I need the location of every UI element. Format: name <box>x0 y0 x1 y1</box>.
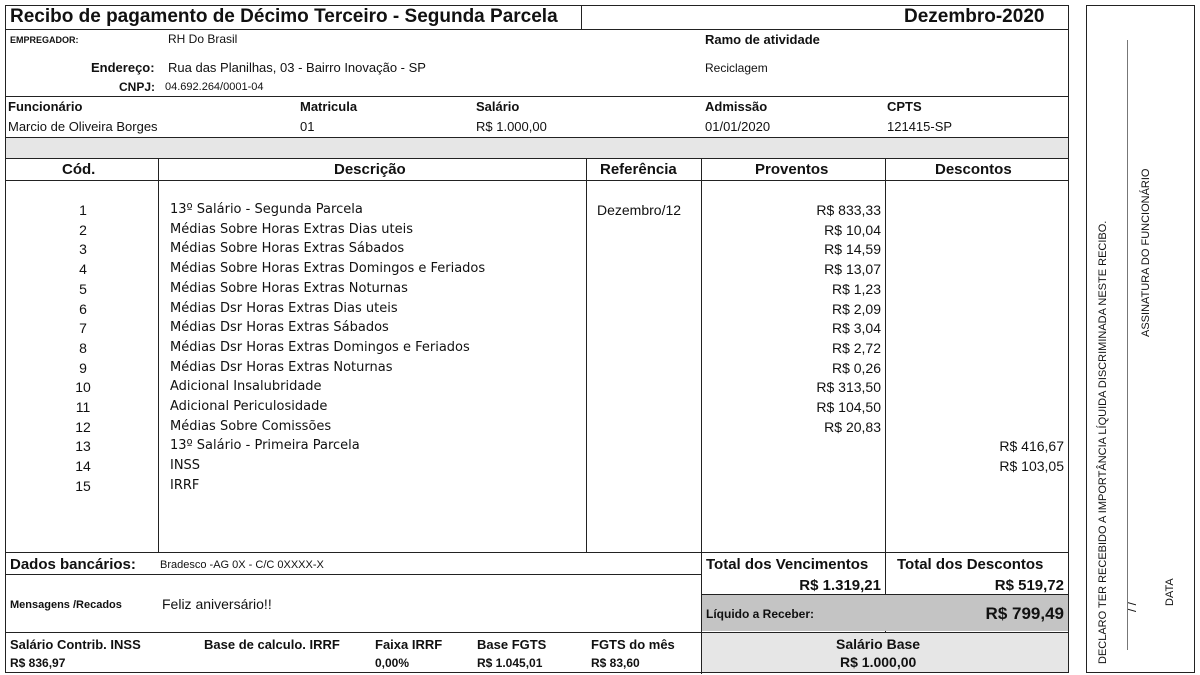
row-earning: R$ 313,50 <box>816 379 881 395</box>
row-code: 12 <box>75 419 91 435</box>
total-deductions-label: Total dos Descontos <box>897 556 1044 573</box>
header-deductions: Descontos <box>935 161 1012 178</box>
row-earning: R$ 3,04 <box>831 320 881 336</box>
registration-label: Matricula <box>300 99 358 114</box>
row-code: 1 <box>79 202 87 218</box>
irrf-base-label: Base de calculo. IRRF <box>204 637 340 652</box>
fgts-month-label: FGTS do mês <box>591 637 675 652</box>
base-salary-value: R$ 1.000,00 <box>840 654 917 670</box>
header-code: Cód. <box>62 161 96 178</box>
row-earning: R$ 0,26 <box>831 360 881 376</box>
total-earnings-label: Total dos Vencimentos <box>706 556 869 573</box>
employee-name: Marcio de Oliveira Borges <box>8 119 158 134</box>
row-earning: R$ 833,33 <box>816 202 881 218</box>
inss-value: R$ 836,97 <box>10 656 66 670</box>
inss-label: Salário Contrib. INSS <box>10 637 141 652</box>
spacer-band <box>6 138 1068 158</box>
row-code: 5 <box>79 281 87 297</box>
cnpj-value: 04.692.264/0001-04 <box>165 81 264 93</box>
employee-name-label: Funcionário <box>8 99 83 114</box>
admission-value: 01/01/2020 <box>705 119 771 134</box>
total-earnings-value: R$ 1.319,21 <box>799 577 881 594</box>
row-code: 3 <box>79 241 87 257</box>
row-earning: R$ 104,50 <box>816 399 881 415</box>
header-description: Descrição <box>334 161 406 178</box>
header-earnings: Proventos <box>755 161 829 178</box>
row-code: 15 <box>75 478 91 494</box>
row-code: 9 <box>79 360 87 376</box>
header-reference: Referência <box>600 161 677 178</box>
row-reference: Dezembro/12 <box>597 202 682 218</box>
row-description: Médias Dsr Horas Extras Domingos e Feriados <box>170 340 470 355</box>
row-code: 13 <box>75 438 91 454</box>
salary-value: R$ 1.000,00 <box>476 119 547 134</box>
registration-value: 01 <box>300 119 315 134</box>
row-code: 7 <box>79 320 87 336</box>
row-earning: R$ 13,07 <box>824 261 881 277</box>
row-description: Médias Dsr Horas Extras Dias uteis <box>170 301 398 316</box>
employer-label: EMPREGADOR: <box>10 35 79 45</box>
salary-label: Salário <box>476 99 520 114</box>
fgts-base-label: Base FGTS <box>477 637 547 652</box>
irrf-range-value: 0,00% <box>375 656 410 670</box>
row-code: 4 <box>79 261 87 277</box>
base-salary-label: Salário Base <box>836 636 921 652</box>
row-description: INSS <box>170 458 201 473</box>
row-code: 6 <box>79 301 87 317</box>
receipt-declaration: DECLARO TER RECEBIDO A IMPORTÂNCIA LÍQUIDA DISCRIMINADA NESTE RECIBO. <box>1097 220 1109 664</box>
address-label: Endereço: <box>91 60 155 75</box>
row-description: 13º Salário - Segunda Parcela <box>170 202 363 217</box>
activity-label: Ramo de atividade <box>705 32 820 47</box>
fgts-month-value: R$ 83,60 <box>591 656 640 670</box>
fgts-base-value: R$ 1.045,01 <box>477 656 543 670</box>
row-code: 2 <box>79 222 87 238</box>
row-description: Médias Sobre Horas Extras Domingos e Feriados <box>170 261 486 276</box>
date-slashes: / / <box>1125 601 1139 612</box>
signature-label: ASSINATURA DO FUNCIONÁRIO <box>1140 168 1152 337</box>
row-description: Médias Sobre Comissões <box>170 419 332 434</box>
row-code: 10 <box>75 379 91 395</box>
net-pay-value: R$ 799,49 <box>985 604 1064 623</box>
admission-label: Admissão <box>705 99 768 114</box>
bank-value: Bradesco -AG 0X - C/C 0XXXX-X <box>160 559 324 571</box>
page-title: Recibo de pagamento de Décimo Terceiro - Segunda Parcela <box>10 6 558 27</box>
net-pay-label: Líquido a Receber: <box>706 607 815 621</box>
employer-name: RH Do Brasil <box>168 32 238 46</box>
row-code: 11 <box>75 399 91 415</box>
row-description: Médias Dsr Horas Extras Noturnas <box>170 360 393 375</box>
row-earning: R$ 2,09 <box>831 301 881 317</box>
cpts-label: CPTS <box>887 99 922 114</box>
row-description: 13º Salário - Primeira Parcela <box>170 438 360 453</box>
total-deductions-value: R$ 519,72 <box>994 577 1064 594</box>
row-earning: R$ 10,04 <box>824 222 881 238</box>
row-deduction: R$ 103,05 <box>999 458 1064 474</box>
cpts-value: 121415-SP <box>887 119 953 134</box>
period-label: Dezembro-2020 <box>904 6 1045 27</box>
date-label: DATA <box>1164 578 1176 606</box>
row-code: 14 <box>75 458 91 474</box>
signature-line <box>1127 40 1128 650</box>
row-earning: R$ 20,83 <box>824 419 881 435</box>
row-code: 8 <box>79 340 87 356</box>
irrf-range-label: Faixa IRRF <box>375 637 443 652</box>
cnpj-label: CNPJ: <box>119 80 156 94</box>
activity-value: Reciclagem <box>705 61 768 75</box>
messages-label: Mensagens /Recados <box>10 599 122 611</box>
row-deduction: R$ 416,67 <box>999 438 1064 454</box>
bank-label: Dados bancários: <box>10 556 136 573</box>
row-earning: R$ 1,23 <box>831 281 881 297</box>
row-description: Médias Dsr Horas Extras Sábados <box>170 320 389 335</box>
row-description: Adicional Periculosidade <box>170 399 328 414</box>
row-description: Médias Sobre Horas Extras Sábados <box>170 241 405 256</box>
messages-value: Feliz aniversário!! <box>162 596 272 612</box>
row-earning: R$ 2,72 <box>831 340 881 356</box>
row-earning: R$ 14,59 <box>824 241 881 257</box>
row-description: Médias Sobre Horas Extras Dias uteis <box>170 222 413 237</box>
row-description: IRRF <box>170 478 200 493</box>
row-description: Médias Sobre Horas Extras Noturnas <box>170 281 408 296</box>
address-value: Rua das Planilhas, 03 - Bairro Inovação - SP <box>168 60 426 75</box>
row-description: Adicional Insalubridade <box>170 379 322 394</box>
